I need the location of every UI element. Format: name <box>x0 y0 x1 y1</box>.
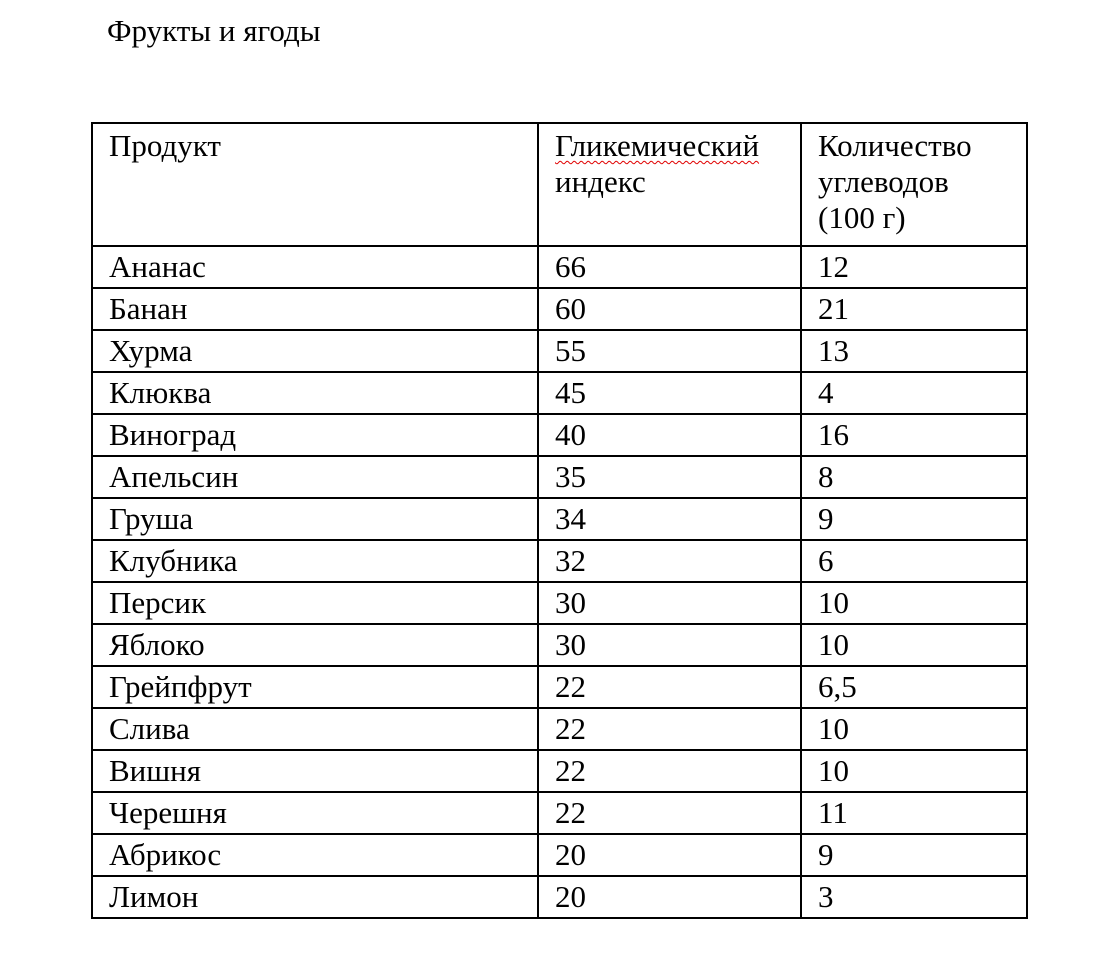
cell-carbohydrates[interactable]: 10 <box>801 750 1027 792</box>
table-row <box>92 876 1027 918</box>
cell-glycemic-index[interactable]: 20 <box>538 876 801 918</box>
cell-carbohydrates[interactable]: 13 <box>801 330 1027 372</box>
cell-glycemic-index[interactable]: 22 <box>538 708 801 750</box>
header-gi-line1: Гликемический <box>555 128 760 163</box>
cell-product[interactable]: Слива <box>92 708 538 750</box>
cell-carbohydrates[interactable]: 3 <box>801 876 1027 918</box>
cell-glycemic-index[interactable]: 35 <box>538 456 801 498</box>
cell-product[interactable]: Апельсин <box>92 456 538 498</box>
cell-carbohydrates[interactable]: 8 <box>801 456 1027 498</box>
cell-product[interactable]: Вишня <box>92 750 538 792</box>
table-row <box>92 498 1027 540</box>
cell-product[interactable]: Клюква <box>92 372 538 414</box>
cell-carbohydrates[interactable]: 6 <box>801 540 1027 582</box>
cell-glycemic-index[interactable]: 20 <box>538 834 801 876</box>
cell-product[interactable]: Банан <box>92 288 538 330</box>
cell-product[interactable]: Виноград <box>92 414 538 456</box>
table-row <box>92 414 1027 456</box>
header-product-label: Продукт <box>109 128 221 163</box>
cell-glycemic-index[interactable]: 45 <box>538 372 801 414</box>
header-product[interactable] <box>92 123 538 246</box>
cell-carbohydrates[interactable]: 10 <box>801 582 1027 624</box>
table-row <box>92 246 1027 288</box>
cell-glycemic-index[interactable]: 55 <box>538 330 801 372</box>
cell-carbohydrates[interactable]: 10 <box>801 708 1027 750</box>
cell-carbohydrates[interactable]: 6,5 <box>801 666 1027 708</box>
cell-glycemic-index[interactable]: 34 <box>538 498 801 540</box>
table-row <box>92 750 1027 792</box>
cell-glycemic-index[interactable]: 22 <box>538 666 801 708</box>
cell-product[interactable]: Лимон <box>92 876 538 918</box>
table-row <box>92 708 1027 750</box>
cell-glycemic-index[interactable]: 22 <box>538 792 801 834</box>
cell-carbohydrates[interactable]: 10 <box>801 624 1027 666</box>
cell-carbohydrates[interactable]: 21 <box>801 288 1027 330</box>
header-glycemic-index[interactable] <box>538 123 801 246</box>
header-carbohydrates[interactable] <box>801 123 1027 246</box>
cell-glycemic-index[interactable]: 66 <box>538 246 801 288</box>
cell-product[interactable]: Абрикос <box>92 834 538 876</box>
cell-product[interactable]: Яблоко <box>92 624 538 666</box>
table-row <box>92 582 1027 624</box>
cell-product[interactable]: Клубника <box>92 540 538 582</box>
document-title: Фрукты и ягоды <box>107 13 321 48</box>
table-row <box>92 330 1027 372</box>
cell-glycemic-index[interactable]: 40 <box>538 414 801 456</box>
cell-product[interactable]: Грейпфрут <box>92 666 538 708</box>
cell-carbohydrates[interactable]: 9 <box>801 834 1027 876</box>
cell-carbohydrates[interactable]: 9 <box>801 498 1027 540</box>
header-carbs-line1: Количество <box>818 128 972 163</box>
glycemic-index-table <box>91 122 1028 919</box>
cell-glycemic-index[interactable]: 30 <box>538 582 801 624</box>
cell-glycemic-index[interactable]: 22 <box>538 750 801 792</box>
cell-product[interactable]: Хурма <box>92 330 538 372</box>
cell-carbohydrates[interactable]: 12 <box>801 246 1027 288</box>
header-carbs-line3: (100 г) <box>818 200 906 235</box>
header-carbs-line2: углеводов <box>818 164 949 199</box>
table-row <box>92 792 1027 834</box>
cell-product[interactable]: Персик <box>92 582 538 624</box>
header-gi-line2: индекс <box>555 164 646 199</box>
table-row <box>92 540 1027 582</box>
table-row <box>92 834 1027 876</box>
table-row <box>92 456 1027 498</box>
table-header-row <box>92 123 1027 246</box>
cell-carbohydrates[interactable]: 4 <box>801 372 1027 414</box>
cell-carbohydrates[interactable]: 11 <box>801 792 1027 834</box>
cell-carbohydrates[interactable]: 16 <box>801 414 1027 456</box>
table-row <box>92 624 1027 666</box>
cell-glycemic-index[interactable]: 60 <box>538 288 801 330</box>
cell-product[interactable]: Груша <box>92 498 538 540</box>
cell-product[interactable]: Черешня <box>92 792 538 834</box>
cell-glycemic-index[interactable]: 30 <box>538 624 801 666</box>
table-row <box>92 666 1027 708</box>
cell-product[interactable]: Ананас <box>92 246 538 288</box>
cell-glycemic-index[interactable]: 32 <box>538 540 801 582</box>
table-row <box>92 288 1027 330</box>
table-row <box>92 372 1027 414</box>
